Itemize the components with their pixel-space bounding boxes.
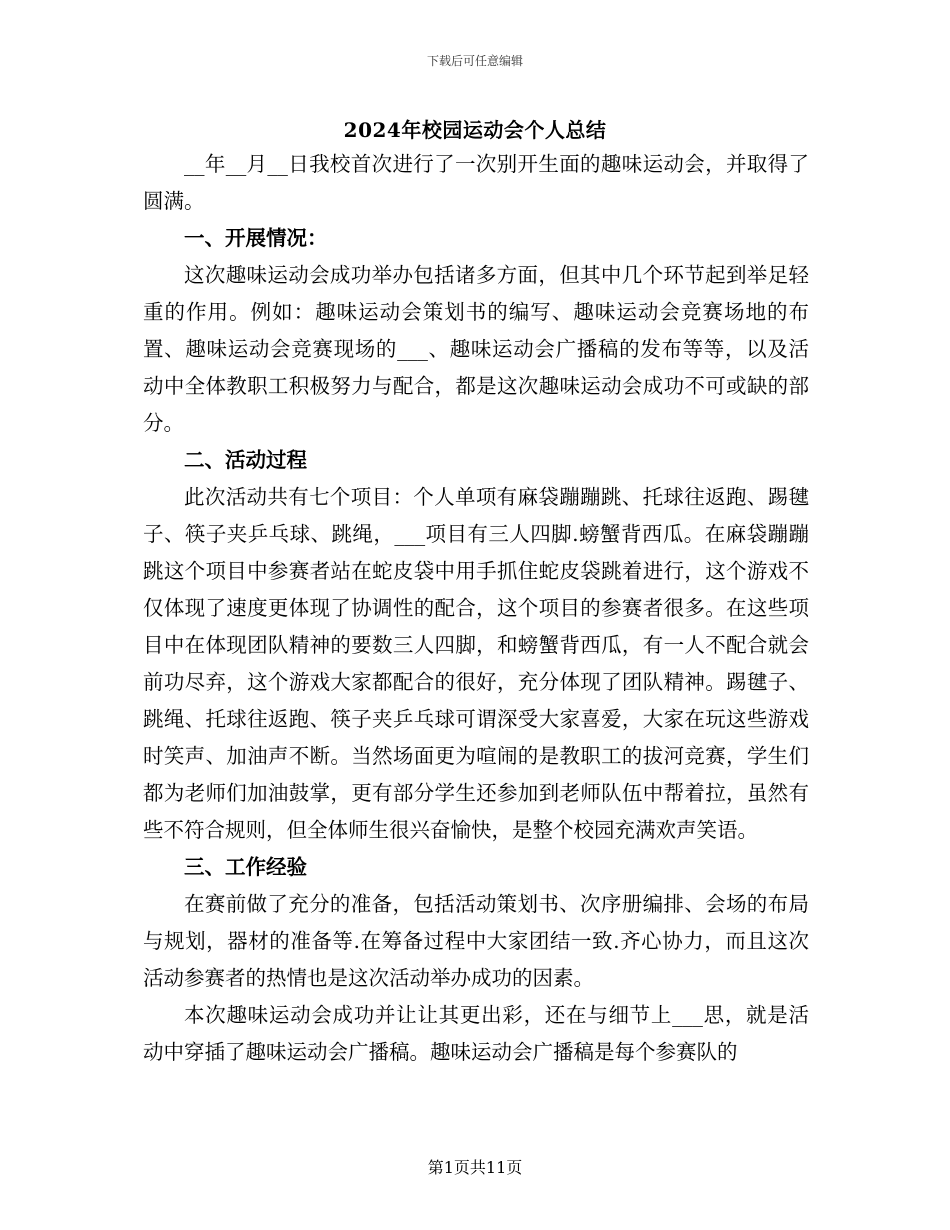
paragraph-highlight: 本次趣味运动会成功并让让其更出彩，还在与细节上___思，就是活动中穿插了趣味运动会广播稿。趣味运动会广播稿是每个参赛队的 xyxy=(143,1003,809,1064)
section-heading-2: 二、活动过程 xyxy=(184,448,307,472)
paragraph-situation: 这次趣味运动会成功举办包括诸多方面，但其中几个环节起到举足轻重的作用。例如：趣味运动会策划书的编写、趣味运动会竞赛场地的布置、趣味运动会竞赛现场的___、趣味运动会广播稿的发布等等，以及活动中全体教职工积极努力与配合，都是这次趣味运动会成功不可或缺的部分。 xyxy=(143,263,809,435)
header-note: 下载后可任意编辑 xyxy=(426,54,523,68)
paragraph-experience: 在赛前做了充分的准备，包括活动策划书、次序册编排、会场的布局与规划，器材的准备等.在筹备过程中大家团结一致.齐心协力，而且这次活动参赛者的热情也是这次活动举办成功的因素。 xyxy=(143,892,809,990)
page-footer: 第1页共11页 xyxy=(427,1158,523,1177)
paragraph-intro: __年__月__日我校首次进行了一次别开生面的趣味运动会，并取得了圆满。 xyxy=(143,152,809,213)
document-body xyxy=(143,146,809,1071)
document-title: 2024年校园运动会个人总结 xyxy=(343,118,607,142)
paragraph-process: 此次活动共有七个项目：个人单项有麻袋蹦蹦跳、托球往返跑、踢毽子、筷子夹乒乓球、跳绳，___项目有三人四脚.螃蟹背西瓜。在麻袋蹦蹦跳这个项目中参赛者站在蛇皮袋中用手抓住蛇皮袋跳着进行，这个游戏不仅体现了速度更体现了协调性的配合，这个项目的参赛者很多。在这些项目中在体现团队精神的要数三人四脚，和螃蟹背西瓜，有一人不配合就会前功尽弃，这个游戏大家都配合的很好，充分体现了团队精神。踢毽子、跳绳、托球往返跑、筷子夹乒乓球可谓深受大家喜爱，大家在玩这些游戏时笑声、加油声不断。当然场面更为喧闹的是教职工的拔河竞赛，学生们都为老师们加油鼓掌，更有部分学生还参加到老师队伍中帮着拉，虽然有些不符合规则，但全体师生很兴奋愉快，是整个校园充满欢声笑语。 xyxy=(143,485,809,842)
section-heading-1: 一、开展情况： xyxy=(184,226,328,250)
section-heading-3: 三、工作经验 xyxy=(184,855,307,879)
